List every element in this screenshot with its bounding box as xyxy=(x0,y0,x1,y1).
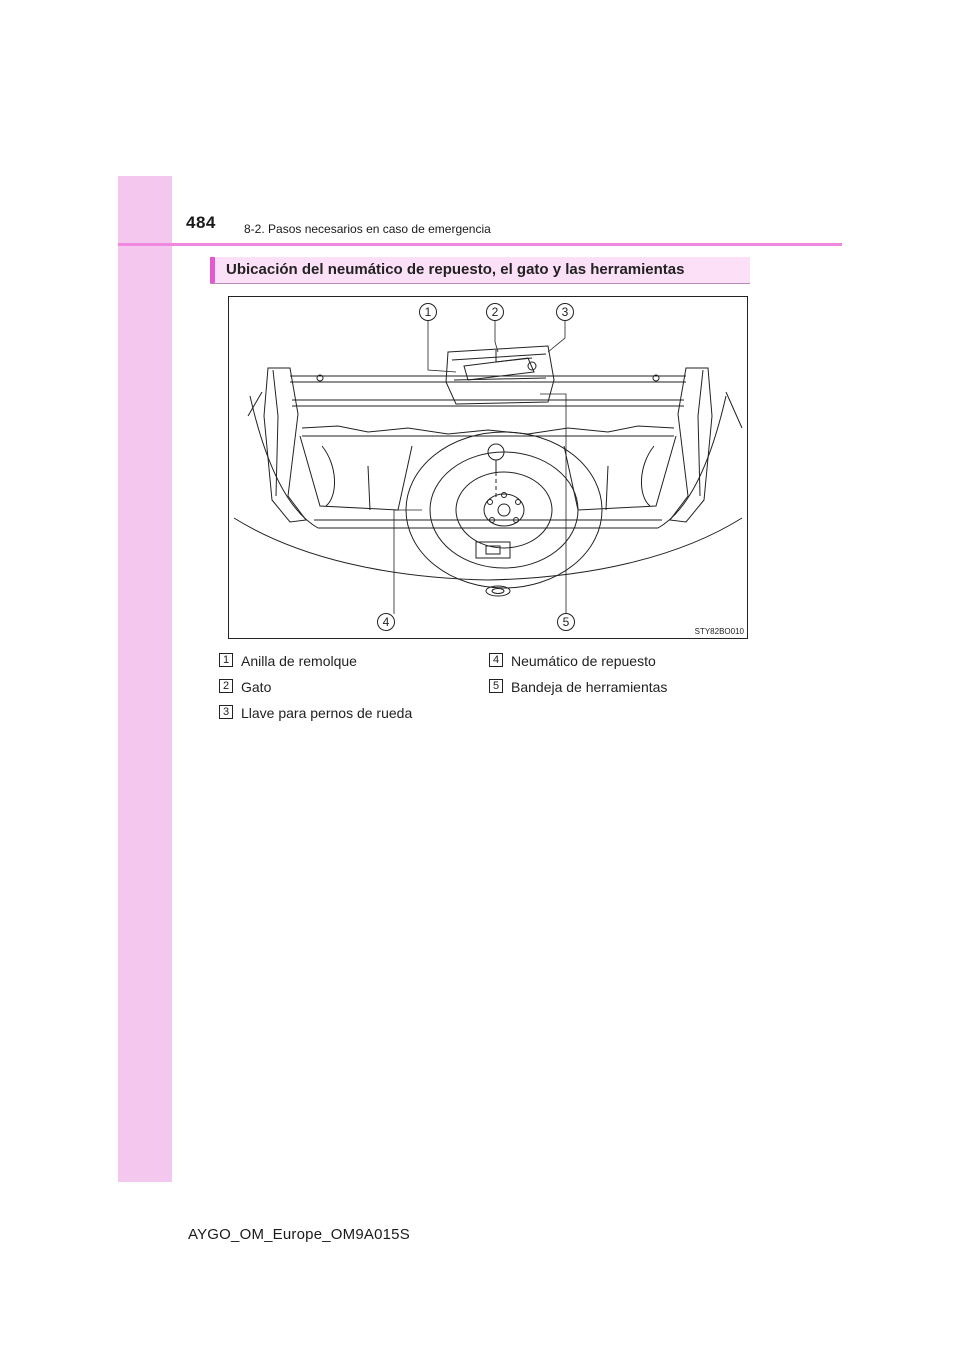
legend-number-badge: 3 xyxy=(219,705,233,719)
callout-2: 2 xyxy=(491,305,499,319)
legend-label: Llave para pernos de rueda xyxy=(241,705,413,721)
section-heading-accent xyxy=(210,257,215,284)
callout-4: 4 xyxy=(382,615,390,629)
trunk-illustration xyxy=(228,296,748,639)
legend-label: Bandeja de herramientas xyxy=(511,679,668,695)
section-heading: Ubicación del neumático de repuesto, el gato y las herramientas xyxy=(226,261,685,278)
callout-3: 3 xyxy=(561,305,569,319)
legend-label: Anilla de remolque xyxy=(241,653,357,669)
legend-label: Neumático de repuesto xyxy=(511,653,656,669)
page-number: 484 xyxy=(186,213,216,232)
header-divider xyxy=(118,243,842,246)
side-margin-band xyxy=(118,176,172,1182)
legend-number-badge: 1 xyxy=(219,653,233,667)
section-heading-underline xyxy=(210,283,750,284)
callout-5: 5 xyxy=(562,615,570,629)
document-code: AYGO_OM_Europe_OM9A015S xyxy=(188,1226,410,1243)
figure-code: STY82BO010 xyxy=(694,627,744,636)
legend-label: Gato xyxy=(241,679,272,695)
callout-1: 1 xyxy=(424,305,432,319)
chapter-section-title: 8-2. Pasos necesarios en caso de emergencia xyxy=(244,222,491,236)
trunk-drawing xyxy=(228,296,748,639)
legend-number-badge: 5 xyxy=(489,679,503,693)
legend-number-badge: 2 xyxy=(219,679,233,693)
section-heading-bar xyxy=(210,257,750,284)
legend-number-badge: 4 xyxy=(489,653,503,667)
